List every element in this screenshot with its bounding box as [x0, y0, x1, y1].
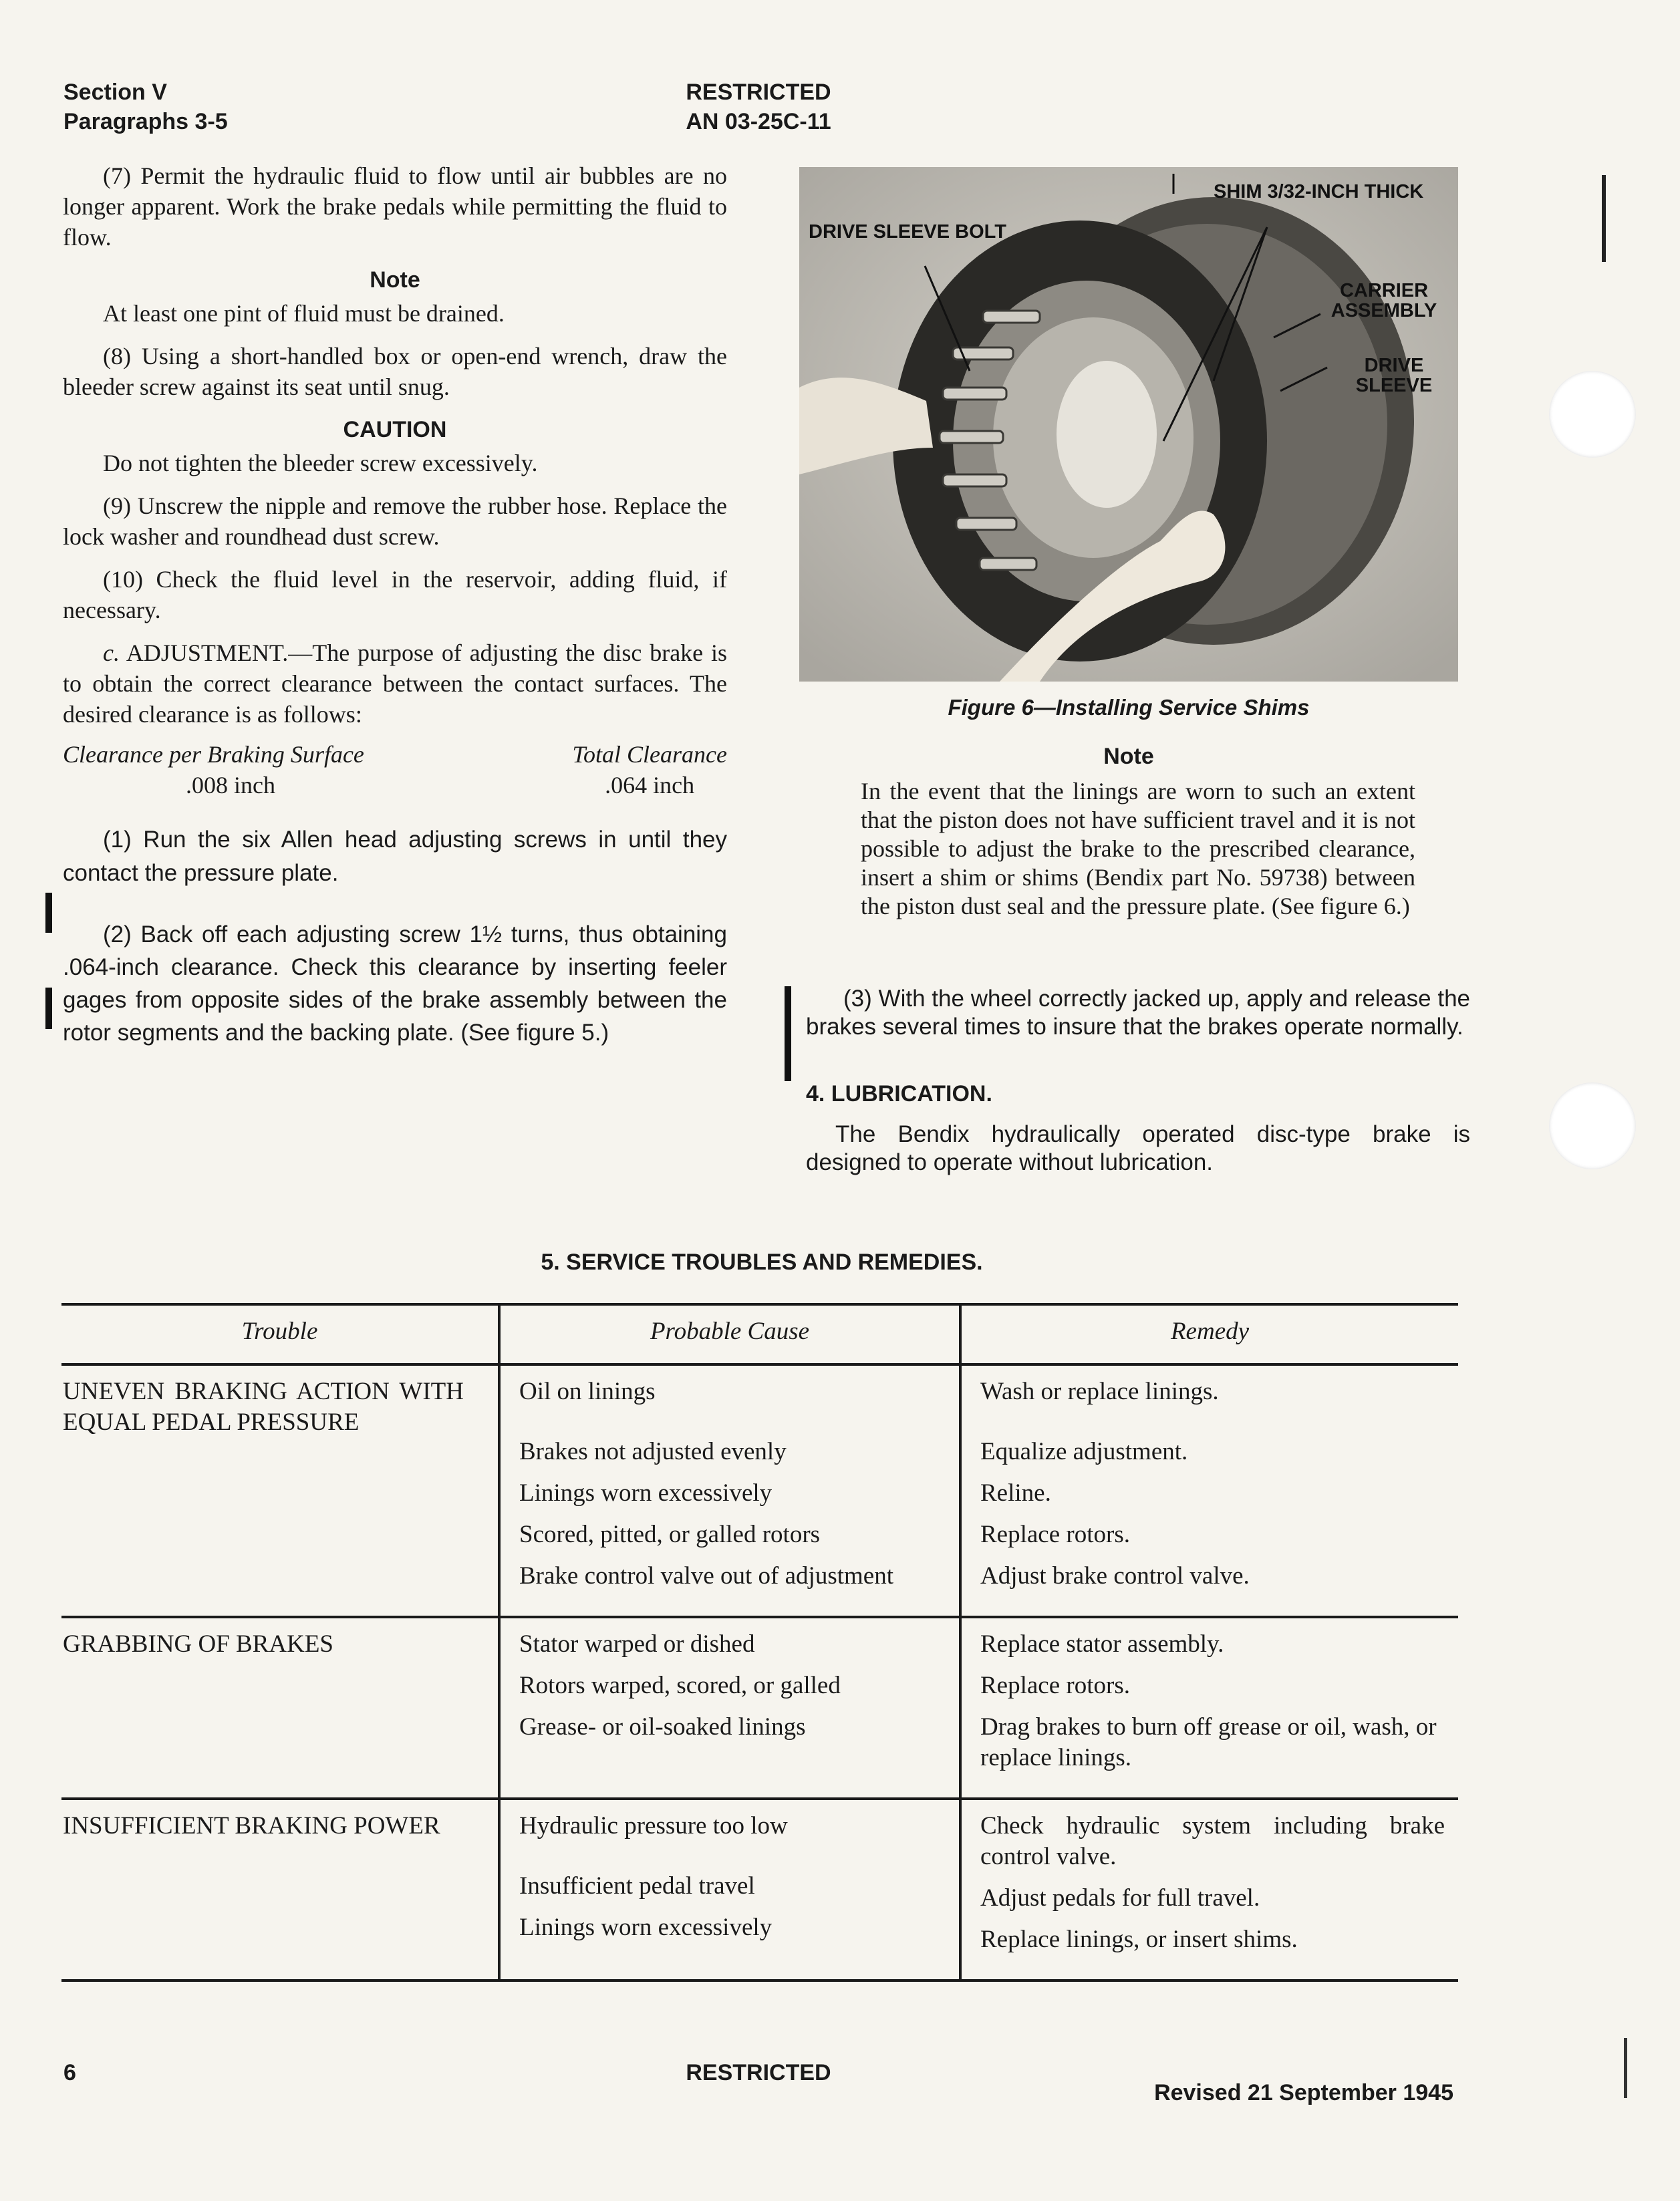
adj-step-2: (2) Back off each adjusting screw 1½ turns, thus obtaining .064-inch clearance. Check this clearance by inserting feeler gages from opposite sides of the brake assembly between the rotor segments and the backing plate. (See figure 5.) [63, 921, 727, 1046]
header-section [63, 78, 228, 136]
cause-item: Insufficient pedal travel [519, 1872, 755, 1900]
cause-item: Brakes not adjusted evenly [519, 1438, 787, 1465]
clearance-table [63, 739, 727, 800]
trouble-cell [61, 1364, 499, 1617]
figure-6-photo [799, 167, 1458, 682]
change-bar [45, 988, 52, 1029]
remedy-item: Reline. [980, 1479, 1051, 1507]
cause-cell [499, 1617, 960, 1799]
clearance-label-2: Total Clearance [572, 741, 727, 768]
brake-assembly-illustration [799, 167, 1458, 682]
clearance-value-1: .008 inch [186, 772, 275, 798]
remedy-item: Replace stator assembly. [980, 1630, 1224, 1658]
caution-text: Do not tighten the bleeder screw excessively. [103, 450, 538, 476]
step-10: (10) Check the fluid level in the reservoir, adding fluid, if necessary. [63, 566, 727, 623]
trouble-text: GRABBING OF BRAKES [63, 1630, 334, 1658]
remedy-item: Drag brakes to burn off grease or oil, wash, or replace linings. [980, 1713, 1437, 1771]
remedy-item: Wash or replace linings. [980, 1378, 1219, 1405]
step-9: (9) Unscrew the nipple and remove the rubber hose. Replace the lock washer and roundhead dust screw. [63, 492, 727, 550]
step-8: (8) Using a short-handled box or open-end wrench, draw the bleeder screw against its seat until snug. [63, 343, 727, 400]
adj-step-3: (3) With the wheel correctly jacked up, apply and release the brakes several times to insure that the brakes operate normally. [806, 986, 1470, 1040]
callout-drive-sleeve-bolt: DRIVE SLEEVE BOLT [809, 221, 1006, 243]
column-header-remedy: Remedy [960, 1304, 1458, 1364]
cause-item: Grease- or oil-soaked linings [519, 1713, 806, 1741]
remedy-item: Adjust pedals for full travel. [980, 1884, 1260, 1912]
revised-date: Revised 21 September 1945 [1154, 2080, 1453, 2105]
right-note-heading: Note [1103, 744, 1154, 769]
troubles-table [61, 1303, 1458, 1982]
adjustment-paragraph [63, 637, 727, 730]
cause-item: Rotors warped, scored, or galled [519, 1672, 841, 1699]
callout-carrier-assembly: CARRIER ASSEMBLY [1331, 280, 1437, 321]
trouble-text: UNEVEN BRAKING ACTION WITH EQUAL PEDAL PRESSURE [63, 1378, 464, 1436]
adjustment-text: —The purpose of adjusting the disc brake is to obtain the correct clearance between the contact surfaces. The desired clearance is as follows: [63, 639, 728, 728]
cause-item: Scored, pitted, or galled rotors [519, 1521, 821, 1548]
paragraphs-label: Paragraphs 3-5 [63, 109, 228, 134]
column-header-trouble: Trouble [61, 1304, 499, 1364]
trouble-cell [61, 1799, 499, 1980]
adjustment-prefix: c. [103, 639, 120, 666]
section-label: Section V [63, 80, 167, 105]
cause-item: Stator warped or dished [519, 1630, 755, 1658]
remedy-item: Check hydraulic system including brake control valve. [980, 1812, 1445, 1870]
clearance-value-2: .064 inch [605, 772, 695, 798]
remedy-item: Replace linings, or insert shims. [980, 1926, 1298, 1953]
remedy-cell [960, 1364, 1458, 1617]
table-row [61, 1617, 1458, 1799]
note-heading: Note [370, 267, 420, 293]
punch-hole-top [1549, 371, 1636, 458]
page-number: 6 [63, 2060, 76, 2085]
trouble-cell [61, 1617, 499, 1799]
callout-drive-sleeve: DRIVE SLEEVE [1355, 355, 1433, 396]
clearance-label-1: Clearance per Braking Surface [63, 741, 364, 768]
punch-hole-bottom [1549, 1082, 1636, 1169]
figure-caption: Figure 6—Installing Service Shims [948, 695, 1310, 720]
remedy-item: Equalize adjustment. [980, 1438, 1188, 1465]
remedy-item: Replace rotors. [980, 1672, 1130, 1699]
cause-cell [499, 1799, 960, 1980]
restricted-label: RESTRICTED [686, 80, 831, 105]
table-row [61, 1364, 1458, 1617]
left-column [63, 160, 727, 1061]
cause-item: Linings worn excessively [519, 1914, 773, 1941]
note-text: At least one pint of fluid must be drained. [103, 300, 505, 327]
cause-item: Brake control valve out of adjustment [519, 1562, 893, 1590]
document-number: AN 03-25C-11 [686, 109, 831, 134]
troubles-title: 5. SERVICE TROUBLES AND REMEDIES. [541, 1250, 983, 1275]
cause-item: Oil on linings [519, 1378, 656, 1405]
remedy-cell [960, 1617, 1458, 1799]
remedy-item: Replace rotors. [980, 1521, 1130, 1548]
column-header-cause: Probable Cause [499, 1304, 960, 1364]
change-bar [785, 986, 791, 1081]
adjustment-title: ADJUSTMENT. [126, 639, 289, 666]
margin-mark [1624, 2038, 1627, 2098]
lubrication-heading: 4. LUBRICATION. [806, 1081, 992, 1107]
table-header-row [61, 1304, 1458, 1364]
caution-heading: CAUTION [343, 417, 447, 442]
remedy-item: Adjust brake control valve. [980, 1562, 1250, 1590]
cause-item: Hydraulic pressure too low [519, 1812, 788, 1840]
remedy-cell [960, 1799, 1458, 1980]
margin-mark [1602, 175, 1606, 262]
right-note-text: In the event that the linings are worn to such an extent that the piston does not have sufficient travel and it is not possible to adjust the brake to the prescribed clearance, insert a shim or shims (Bendix part No. 59738) between the piston dust seal and the pressure plate. (See figure 6.) [861, 778, 1415, 919]
header-center [642, 78, 875, 136]
footer-restricted: RESTRICTED [686, 2060, 831, 2085]
table-row [61, 1799, 1458, 1980]
cause-item: Linings worn excessively [519, 1479, 773, 1507]
step-7: (7) Permit the hydraulic fluid to flow until air bubbles are no longer apparent. Work the brake pedals while permitting the fluid to flow. [63, 162, 727, 251]
change-bar [45, 893, 52, 933]
cause-cell [499, 1364, 960, 1617]
callout-shim: SHIM 3/32-INCH THICK [1214, 181, 1424, 202]
adj-step-1: (1) Run the six Allen head adjusting screws in until they contact the pressure plate. [63, 827, 727, 886]
trouble-text: INSUFFICIENT BRAKING POWER [63, 1812, 440, 1840]
lubrication-text: The Bendix hydraulically operated disc-type brake is designed to operate without lubrication. [806, 1121, 1470, 1175]
